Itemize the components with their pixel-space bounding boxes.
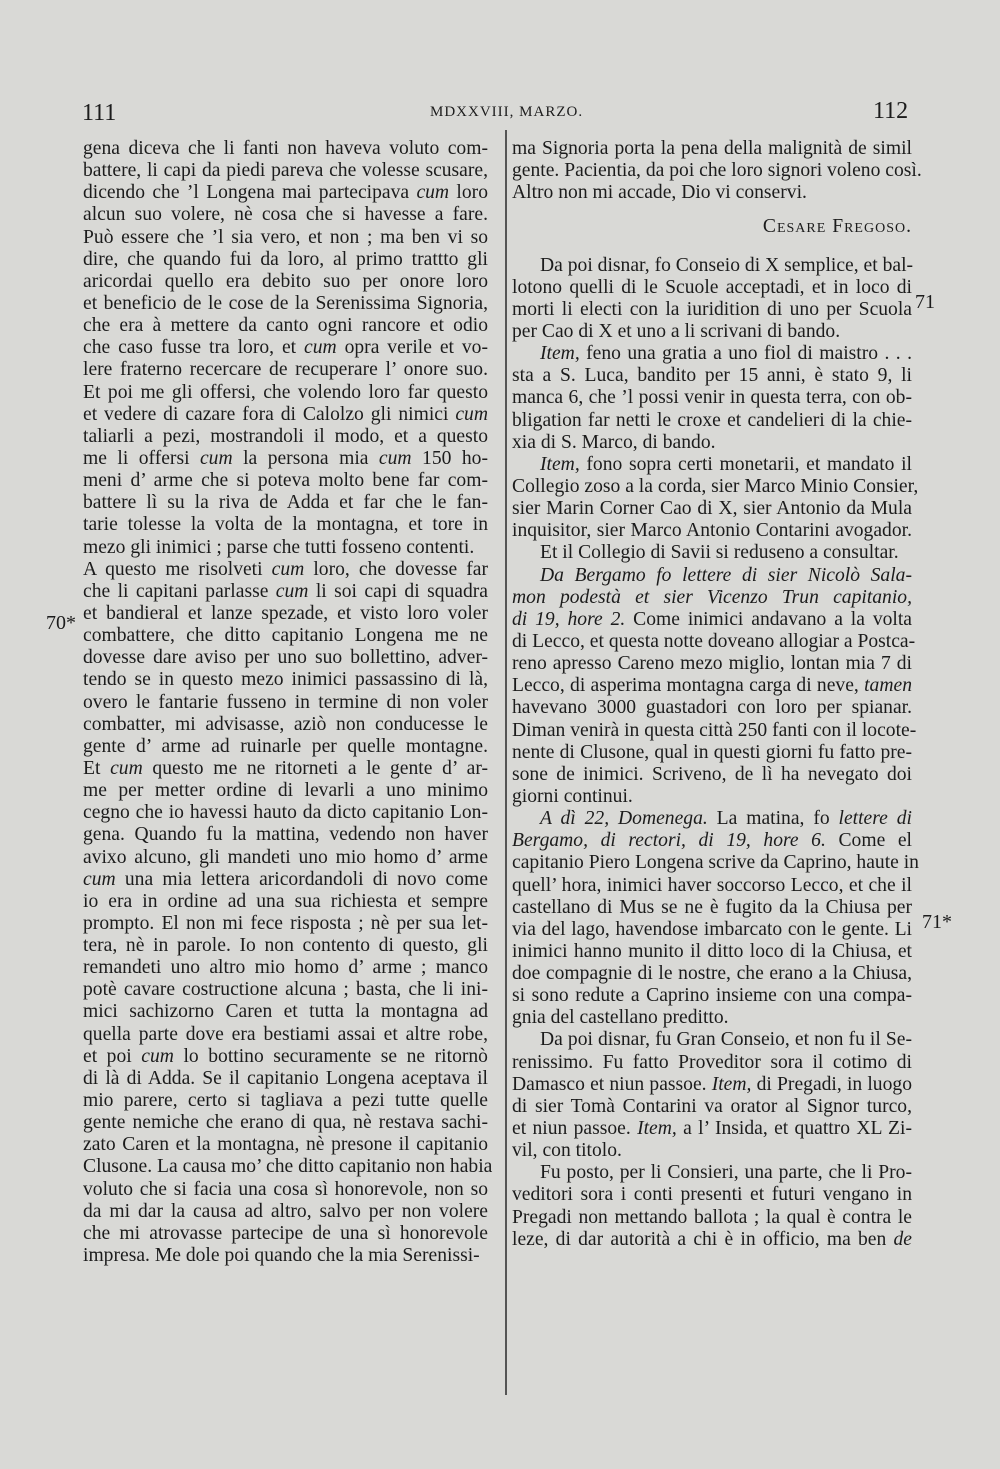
margin-note-70: 70* xyxy=(46,612,76,634)
text-line: io era in ordine ad una sua richiesta et sempre xyxy=(83,890,488,912)
text-line: ma Signoria porta la pena della malignità de simil xyxy=(512,138,912,159)
paragraph-monetarii xyxy=(512,453,919,543)
left-column xyxy=(83,138,493,1267)
text-line: voluto che si facia una cosa sì honorevole, non so xyxy=(83,1178,488,1200)
text-line: impresa. Me dole poi quando che la mia Serenissi- xyxy=(83,1245,480,1267)
text-line: et vedere di cazare fora di Calolzo gli nimici cum xyxy=(83,403,488,425)
text-line: che caso fusse tra loro, et cum opra verile et vo- xyxy=(83,337,488,359)
text-line: battere lì su la riva de Adda et far che le fan- xyxy=(83,492,488,514)
text-line: Fu posto, per li Consieri, una parte, che li Pro- xyxy=(540,1162,912,1184)
text-line: Et il Collegio di Savii si reduseno a consultar. xyxy=(540,542,899,564)
text-line: Et poi me gli offersi, che volendo loro far questo xyxy=(83,381,488,403)
text-line: combatter, mi advisasse, aziò non conducesse le xyxy=(83,713,488,735)
paragraph-gran-conseio xyxy=(512,1029,912,1162)
text-line: manca 6, che ’l possi venir in questa terra, con ob- xyxy=(512,387,912,409)
text-line: avixo alcuno, gli mandeti uno mio homo d’ arme xyxy=(83,846,488,868)
text-line: zato Caren et la montagna, nè presone il capitanio xyxy=(83,1134,488,1156)
text-line: vil, con titolo. xyxy=(512,1140,622,1162)
text-line: Item, fono sopra certi monetarii, et mandato il xyxy=(540,453,912,475)
text-line: aricordai quello era debito suo per onore loro xyxy=(83,270,488,292)
text-line: sta a S. Luca, bandito per 15 anni, è stato 9, li xyxy=(512,365,912,387)
text-line: Altro non mi accade, Dio vi conservi. xyxy=(512,182,807,204)
text-line: dicendo che ’l Longena mai partecipava cum loro xyxy=(83,182,488,204)
text-line: renissimo. Fu fatto Proveditor sora il cotimo di xyxy=(512,1051,912,1073)
text-line: mici sachizorno Caren et tutta la montagna ad xyxy=(83,1001,488,1023)
paragraph-gratia xyxy=(512,343,912,454)
text-line: xia di S. Marco, di bando. xyxy=(512,431,716,453)
text-line: gena. Quando fu la mattina, vedendo non haver xyxy=(83,824,488,846)
text-line: inimici hanno munito il ditto loco di la Chiusa, et xyxy=(512,940,912,962)
text-line: via del lago, havendose imbarcato con le gente. Li xyxy=(512,918,912,940)
text-line: me li offersi cum la persona mia cum 150 ho- xyxy=(83,447,488,469)
text-line: di 19, hore 2. Come inimici andavano a la volta xyxy=(512,608,913,630)
text-line: A dì 22, Domenega. La matina, fo lettere di xyxy=(540,808,912,830)
text-line: mon podestà et sier Vicenzo Trun capitanio, xyxy=(512,586,912,608)
text-line: et niun passoe. Item, a l’ Insida, et quattro XL Zi- xyxy=(512,1118,912,1140)
text-line: me per metter ordine di levarli a uno minimo xyxy=(83,780,488,802)
text-line: nente di Clusone, qual in questi giorni fu fatto pre- xyxy=(512,741,912,763)
text-line: castellano di Mus se ne è fugito da la Chiusa per xyxy=(512,896,912,918)
text-line: bligation far netti le croxe et candelieri di la chie- xyxy=(512,409,912,431)
text-line: Da poi disnar, fo Conseio di X semplice, et bal- xyxy=(540,254,914,276)
text-line: et poi cum lo bottino securamente se ne ritornò xyxy=(83,1045,488,1067)
text-line: tarie tolesse la volta de la montagna, et tore in xyxy=(83,514,488,536)
text-line: overo le fantarie fusseno in termine di non voler xyxy=(83,691,488,713)
text-line: lere fraterno recercare de recuperare l’ onore suo. xyxy=(83,359,488,381)
text-line: per Cao di X et uno a li scrivani di bando. xyxy=(512,320,841,342)
text-line: Et cum questo me ne ritorneti a le gente d’ ar- xyxy=(83,757,489,779)
text-line: Può essere che ’l sia vero, et non ; ma ben vi so xyxy=(83,226,488,248)
text-line: quell’ hora, inimici haver soccorso Lecco, et che il xyxy=(512,874,912,896)
text-line: prompto. El non mi fece risposta ; nè per sua let- xyxy=(83,912,488,934)
text-line: gena diceva che li fanti non haveva voluto com- xyxy=(83,138,488,159)
text-line: mezo gli inimici ; parse che tutti fosseno contenti. xyxy=(83,536,475,558)
text-line: di là di Adda. Se il capitanio Longena aceptava il xyxy=(83,1067,488,1089)
text-line: meni d’ arme che si poteva molto bene far com- xyxy=(83,470,488,492)
text-line: sier Marin Corner Cao di X, sier Antonio da Mula xyxy=(512,498,912,520)
text-line: reno apresso Careno mezo miglio, lontan mia 7 di xyxy=(512,653,912,675)
text-line: gnia del castellano preditto. xyxy=(512,1007,729,1029)
text-line: cum una mia lettera aricordandoli di novo come xyxy=(83,868,488,890)
text-line: alcun suo volere, nè cosa che si havesse a fare. xyxy=(83,204,488,226)
text-line: Pregadi non mettando ballota ; la qual è contra le xyxy=(512,1206,912,1228)
text-line: inquisitor, sier Marco Antonio Contarini avogador. xyxy=(512,520,912,542)
text-line: gente nemiche che erano di qua, nè restava sachi- xyxy=(83,1112,488,1134)
signature: Cesare Fregoso. xyxy=(762,216,912,238)
text-line: Collegio zoso a la corda, sier Marco Minio Consier, xyxy=(512,475,919,497)
text-line: che li capitani parlasse cum li soi capi di squadra xyxy=(83,580,488,602)
margin-note-71-star: 71* xyxy=(922,911,952,933)
text-line: dovesse dare aviso per uno suo bollettino, adver- xyxy=(83,647,488,669)
text-line: cegno che io havessi hauto da dicto capitanio Lon- xyxy=(83,802,488,824)
text-line: tendo se in questo mezo inimici passassino di là, xyxy=(83,669,488,691)
text-line: gente d’ arme ad ruinarle per quelle montagne. xyxy=(83,735,488,757)
text-line: mio parere, certo si tagliava a pezi tutte quelle xyxy=(83,1090,488,1112)
text-line: doe compagnie di le nostre, che erano a la Chiusa, xyxy=(512,963,912,985)
right-column xyxy=(512,138,922,1251)
paragraph-savii xyxy=(512,542,912,564)
paragraph-closing-letter xyxy=(512,138,922,204)
left-page-number: 111 xyxy=(82,100,117,126)
text-line: gente. Pacientia, da poi che loro signori voleno così. xyxy=(512,160,922,182)
text-line: taliarli a pezi, mostrandoli il modo, et a questo xyxy=(83,425,488,447)
text-line: si sono redute a Caprino insieme con una compa- xyxy=(512,985,912,1007)
running-header xyxy=(0,98,1000,138)
text-line: combattere, che ditto capitanio Longena me ne xyxy=(83,625,488,647)
column-divider xyxy=(505,130,507,1395)
running-title: MDXXVIII, MARZO. xyxy=(430,104,584,120)
text-line: Clusone. La causa mo’ che ditto capitanio non habia xyxy=(83,1156,493,1178)
text-line: morti li electi con la iuridition di uno per Scuola xyxy=(512,298,912,320)
text-line: tera, nè in parole. Io non contento di questo, gli xyxy=(83,935,488,957)
text-line: di Lecco, et questa notte doveano allogiar a Postca- xyxy=(512,630,916,652)
text-line: A questo me risolveti cum loro, che dovesse far xyxy=(83,558,488,580)
text-line: havevano 3000 guastadori con loro per spianar. xyxy=(512,697,912,719)
text-line: leze, di dar autorità a chi è in officio, ma ben de xyxy=(512,1228,912,1250)
text-line: quella parte dove era bestiami assai et altre robe, xyxy=(83,1023,488,1045)
text-line: battere, li capi da piedi pareva che volesse scusare, xyxy=(83,160,488,182)
paragraph-domenega xyxy=(512,808,919,1029)
text-line: Da poi disnar, fu Gran Conseio, et non fu il Se- xyxy=(540,1029,912,1051)
paragraph-bergamo-letter xyxy=(512,564,917,809)
margin-note-71: 71 xyxy=(915,291,935,313)
text-line: potè cavare costructione alcuna ; basta, che li ini- xyxy=(83,979,488,1001)
text-line: Lecco, di asperima montagna carga di neve, tamen xyxy=(512,675,912,697)
text-line: dire, che quando fui da loro, al primo trattto gli xyxy=(83,248,488,270)
text-line: di sier Tomà Contarini va orator al Signor turco, xyxy=(512,1095,912,1117)
text-line: Item, feno una gratia a uno fiol di maistro . . . xyxy=(540,343,912,365)
text-line: da mi dar la causa ad altro, salvo per non volere xyxy=(83,1200,488,1222)
right-page-number: 112 xyxy=(873,98,909,124)
text-line: Diman venirà in questa città 250 fanti con il locote- xyxy=(512,719,917,741)
text-line: veditori sora i conti presenti et futuri vengano in xyxy=(512,1184,912,1206)
text-line: che mi atrovasse partecipe de una sì honorevole xyxy=(83,1222,488,1244)
text-line: capitanio Piero Longena scrive da Caprino, haute in xyxy=(512,852,919,874)
text-line: et beneficio de le cose de la Serenissima Signoria, xyxy=(83,292,488,314)
text-line: sone de inimici. Scriveno, de lì ha nevegato doi xyxy=(512,763,912,785)
text-line: che era à mettere da canto ogni rancore et odio xyxy=(83,315,488,337)
text-line: Bergamo, di rectori, di 19, hore 6. Come el xyxy=(512,830,912,852)
text-line: giorni continui. xyxy=(512,785,633,807)
paragraph-parte xyxy=(512,1162,912,1251)
text-line: et bandieral et lanze spezade, et visto loro voler xyxy=(83,602,488,624)
text-line: lotono quelli di le Scuole acceptadi, et in loco di xyxy=(512,276,912,298)
text-line: Da Bergamo fo lettere di sier Nicolò Sala- xyxy=(540,564,912,586)
text-line: remandeti uno altro mio homo d’ arme ; manco xyxy=(83,957,488,979)
text-line: Damasco et niun passoe. Item, di Pregadi, in luogo xyxy=(512,1073,912,1095)
paragraph-conseio xyxy=(512,255,912,344)
